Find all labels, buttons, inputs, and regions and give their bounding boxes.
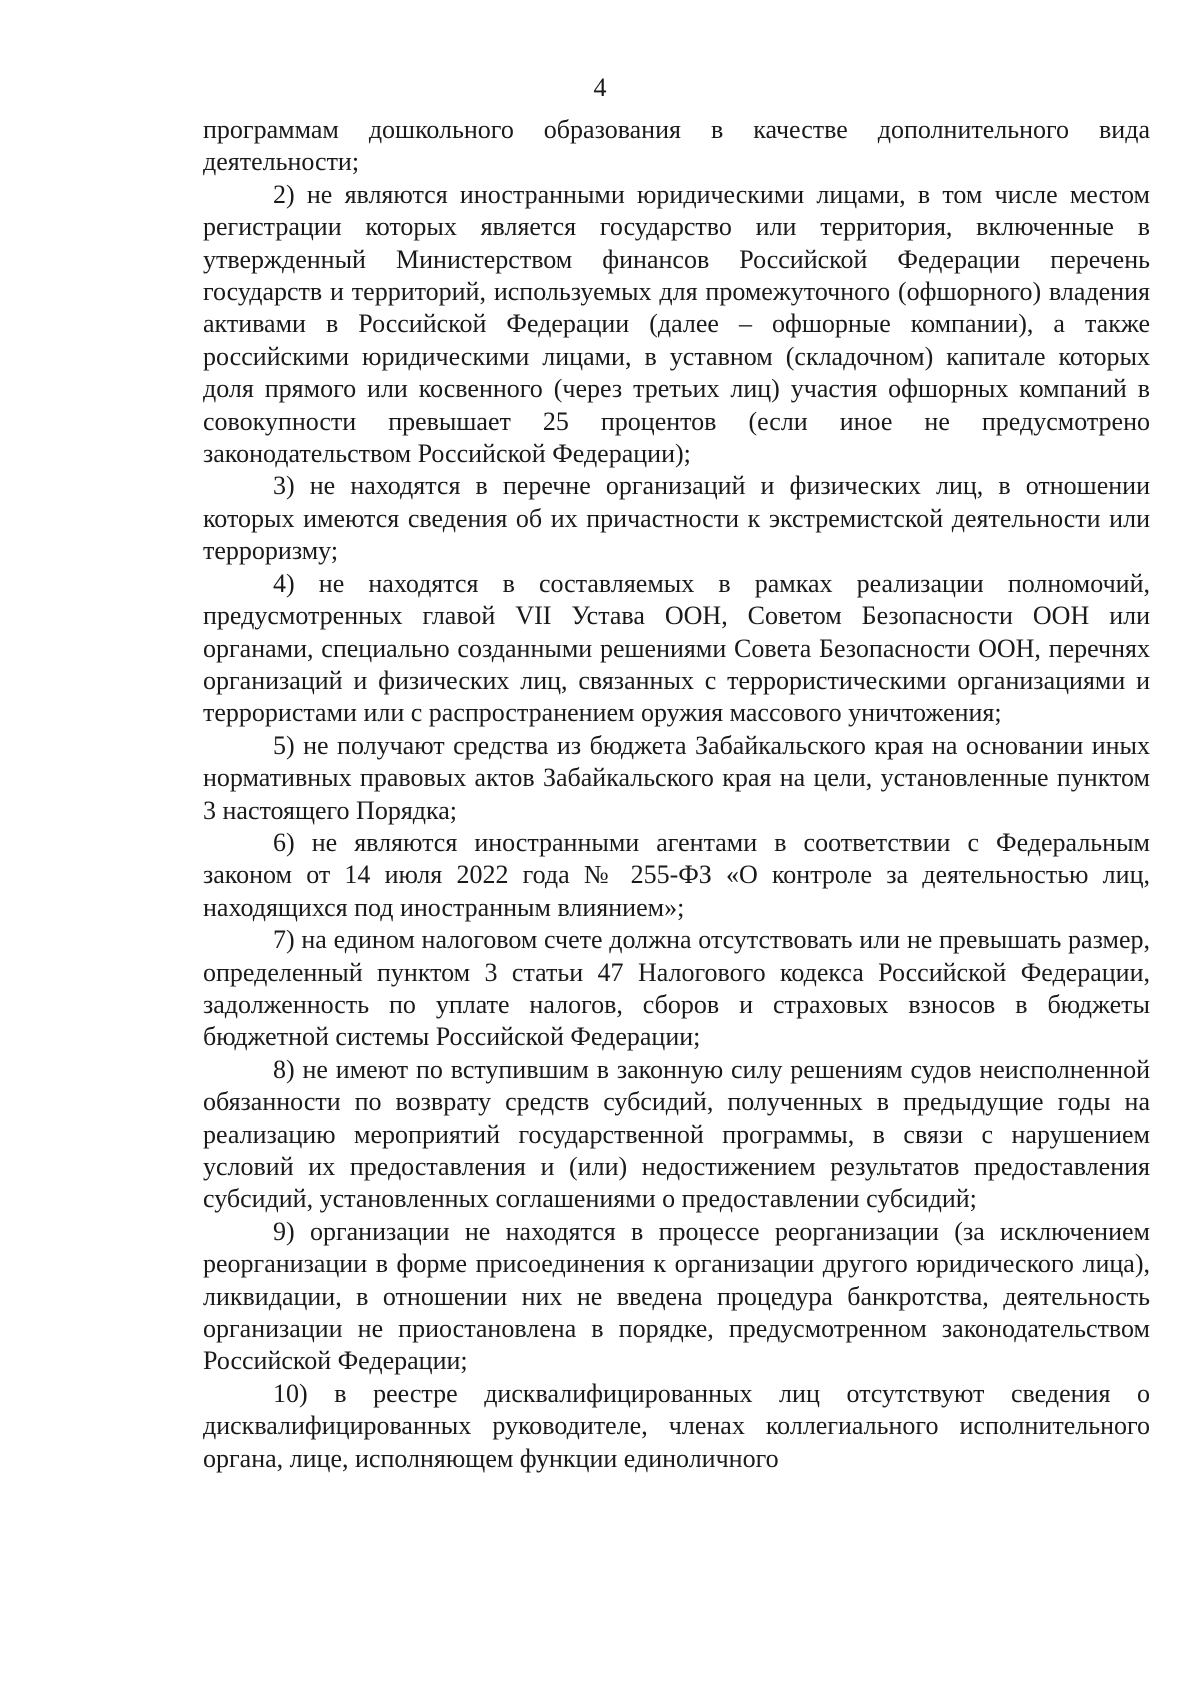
page-number: 4 (593, 73, 607, 102)
paragraph-item-7: 7) на едином налоговом счете должна отсутствовать или не превышать размер, определенный пунктом 3 статьи 47 Налогового кодекса Российской Федерации, задолженность по уплате налогов, сборов и страховых взносов в бюджеты бюджетной системы Российской Федерации; (203, 925, 1150, 1052)
paragraph-continuation: программам дошкольного образования в качестве дополнительного вида деятельности; (203, 115, 1150, 177)
paragraph-item-5: 5) не получают средства из бюджета Забайкальского края на основании иных нормативных правовых актов Забайкальского края на цели, установленные пунктом 3 настоящего Порядка; (203, 730, 1150, 825)
paragraph-item-6: 6) не являются иностранными агентами в соответствии с Федеральным законом от 14 июля 2022 года № 255-ФЗ «О контроле за деятельностью лиц, находящихся под иностранным влиянием»; (203, 827, 1150, 922)
paragraph-item-8: 8) не имеют по вступившим в законную силу решениям судов неисполненной обязанности по возврату средств субсидий, полученных в предыдущие годы на реализацию мероприятий государственной программы, в связи с нарушением условий их предоставления и (или) недостижением результатов предоставления субсидий, установленных соглашениями о предоставлении субсидий; (203, 1054, 1150, 1214)
paragraph-item-3: 3) не находятся в перечне организаций и физических лиц, в отношении которых имеются сведения об их причастности к экстремистской деятельности или терроризму; (203, 471, 1150, 566)
paragraph-item-9: 9) организации не находятся в процессе реорганизации (за исключением реорганизации в форме присоединения к организации другого юридического лица), ликвидации, в отношении них не введена процедура банкротства, деятельность организации не приостановлена в порядке, предусмотренном законодательством Российской Федерации; (203, 1216, 1150, 1376)
paragraph-item-10: 10) в реестре дисквалифицированных лиц отсутствуют сведения о дисквалифицированных руководителе, членах коллегиального исполнительного органа, лице, исполняющем функции единоличного (203, 1378, 1150, 1473)
paragraph-item-4: 4) не находятся в составляемых в рамках реализации полномочий, предусмотренных главой VII Устава ООН, Советом Безопасности ООН или органами, специально созданными решениями Совета Безопасности ООН, перечнях организаций и физических лиц, связанных с террористическими организациями и террористами или с распространением оружия массового уничтожения; (203, 568, 1150, 728)
paragraph-item-2: 2) не являются иностранными юридическими лицами, в том числе местом регистрации которых является государство или территория, включенные в утвержденный Министерством финансов Российской Федерации перечень государств и территорий, используемых для промежуточного (офшорного) владения активами в Российской Федерации (далее – офшорные компании), а также российскими юридическими лицами, в уставном (складочном) капитале которых доля прямого или косвенного (через третьих лиц) участия офшорных компаний в совокупности превышает 25 процентов (если иное не предусмотрено законодательством Российской Федерации); (203, 179, 1150, 469)
document-body (203, 114, 1150, 1475)
